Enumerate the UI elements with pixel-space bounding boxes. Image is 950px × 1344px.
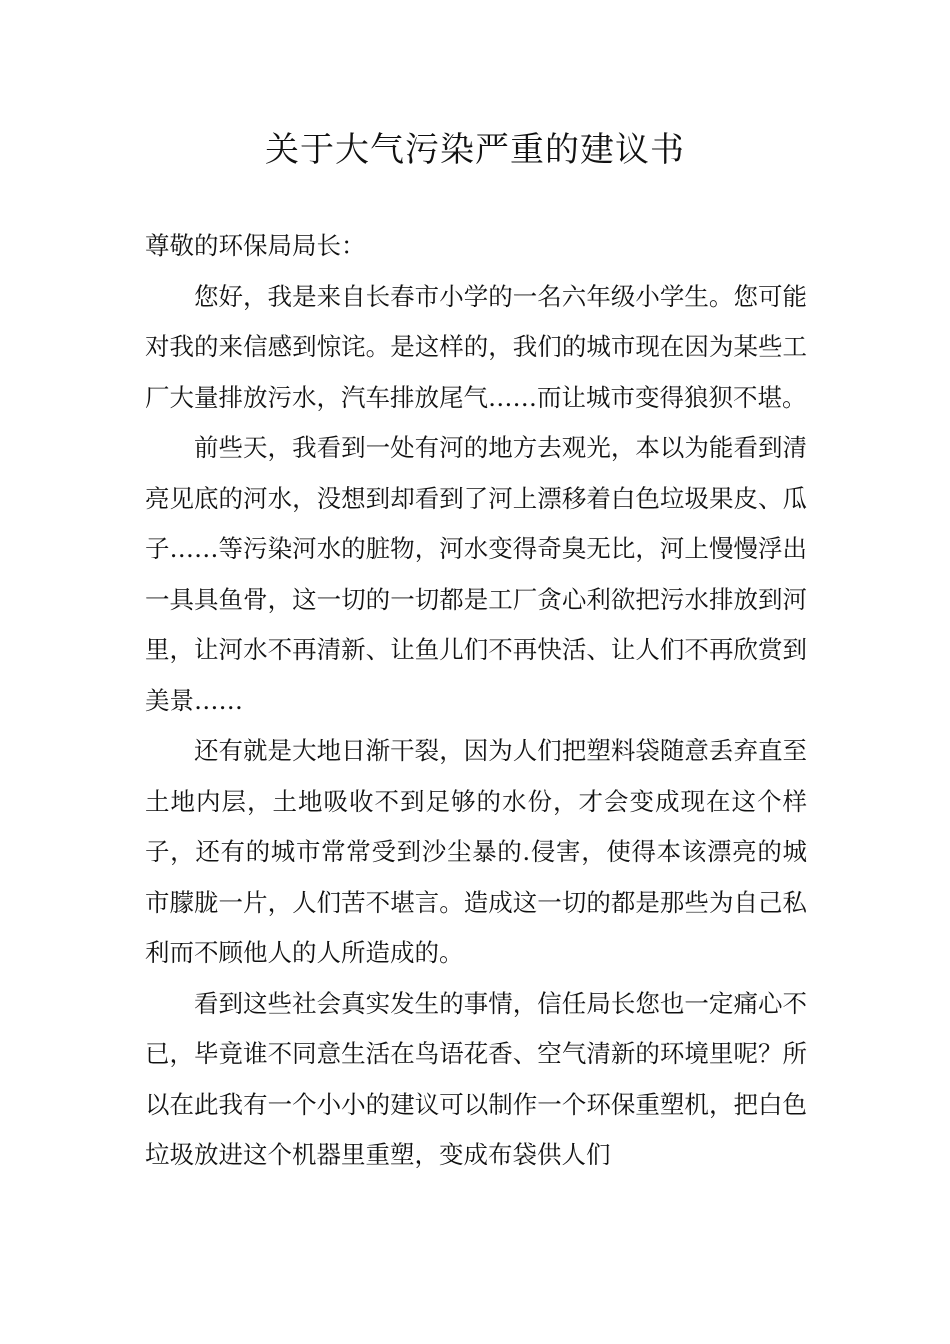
document-title: 关于大气污染严重的建议书 <box>265 130 685 170</box>
letter-greeting: 尊敬的环保局局长： <box>145 231 366 260</box>
paragraph-3: 还有就是大地日渐干裂，因为人们把塑料袋随意丢弃直至土地内层，土地吸收不到足够的水份，才会变成现在这个样子，还有的城市常常受到沙尘暴的.侵害，使得本该漂亮的城市朦胧一片，人们苦不堪言。造成这一切的都是那些为自己私利而不顾他人的人所造成的。 <box>145 736 807 967</box>
paragraph-1: 您好，我是来自长春市小学的一名六年级小学生。您可能对我的来信感到惊诧。是这样的，我们的城市现在因为某些工厂大量排放污水，汽车排放尾气……而让城市变得狼狈不堪。 <box>145 281 807 412</box>
paragraph-4: 看到这些社会真实发生的事情，信任局长您也一定痛心不已，毕竟谁不同意生活在鸟语花香、空气清新的环境里呢？所以在此我有一个小小的建议可以制作一个环保重塑机，把白色垃圾放进这个机器里重塑，变成布袋供人们 <box>145 988 807 1169</box>
letter-body <box>145 221 807 1181</box>
paragraph-2: 前些天，我看到一处有河的地方去观光，本以为能看到清亮见底的河水，没想到却看到了河上漂移着白色垃圾果皮、瓜子……等污染河水的脏物，河水变得奇臭无比，河上慢慢浮出一具具鱼骨，这一切的一切都是工厂贪心利欲把污水排放到河里，让河水不再清新、让鱼儿们不再快活、让人们不再欣赏到美景…… <box>145 433 807 715</box>
